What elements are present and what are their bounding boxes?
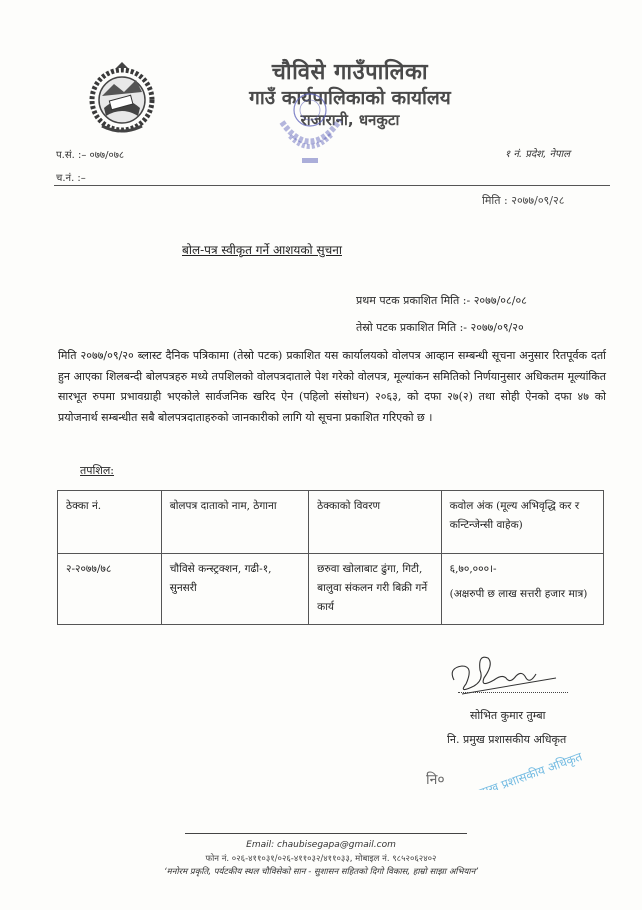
- amount-figure: ६,७०,०००।-: [449, 563, 497, 575]
- column-header-bidder: बोलपत्र दाताको नाम, ठेगाना: [161, 491, 308, 554]
- table-row: [58, 554, 604, 625]
- table-header-row: [58, 491, 604, 554]
- svg-text:नि०: नि०: [426, 772, 445, 788]
- footer-slogan: ‘मनोरम प्रकृति, पर्यटकीय स्थल चौविसेको सान - सुशासन सहितको दिगो विकास, हाम्रो साझा अभियान’: [163, 867, 479, 877]
- province-label: १ नं. प्रदेश, नेपाल: [505, 149, 571, 160]
- schedule-table: [57, 490, 604, 625]
- footer-email: Email: chaubisegapa@gmail.com: [246, 840, 396, 850]
- signer-name: सोभित कुमार तुम्बा: [470, 709, 546, 722]
- header-divider: [54, 185, 610, 186]
- official-stamp-icon: [420, 690, 610, 790]
- cell-description: छरुवा खोलाबाट ढुंगा, गिटी, बालुवा संकलन गरी बिक्री गर्ने कार्य: [309, 554, 441, 625]
- cell-contract-no: २-२०७७/७८: [58, 554, 162, 625]
- signer-title: नि. प्रमुख प्रशासकीय अधिकृत: [447, 733, 567, 746]
- footer-divider: [185, 833, 467, 834]
- column-header-description: ठेक्काको विवरण: [309, 491, 441, 554]
- column-header-contract-no: ठेक्का नं.: [58, 491, 162, 554]
- svg-text:प्रमुख प्रशासकीय अधिकृत: प्रमुख प्रशासकीय अधिकृत: [473, 749, 585, 790]
- cell-amount: [441, 554, 603, 625]
- amount-in-words: (अक्षरुपी छ लाख सत्तरी हजार मात्र): [449, 588, 588, 600]
- nepal-government-emblem-icon: [88, 62, 156, 142]
- office-location: राजारानी, धनकुटा: [300, 111, 400, 129]
- schedule-label: तपशिल:: [80, 464, 115, 477]
- reference-number: प.सं. :– ०७७/०७८: [56, 150, 125, 161]
- office-name: गाउँ कार्यपालिकाको कार्यालय: [249, 87, 451, 109]
- dispatch-number: च.नं. :–: [56, 173, 86, 184]
- cell-bidder: चौविसे कन्स्ट्रक्शन, गढी-१, सुनसरी: [161, 554, 308, 625]
- notice-date: मिति : २०७७/०९/२८: [482, 194, 565, 207]
- office-stamp-icon: [262, 92, 358, 170]
- footer-phone: फोन नं. ०२६-४११०३१/०२६-४११०३२/४११०३३, मोबाइल नं. ९८५२०६२४०२: [205, 854, 437, 864]
- third-publication-date: तेस्रो पटक प्रकाशित मिति :- २०७७/०९/२०: [356, 321, 524, 334]
- notice-title: बोल-पत्र स्वीकृत गर्ने आशयको सुचना: [182, 243, 342, 257]
- column-header-amount: कवोल अंक (मूल्य अभिवृद्धि कर र कन्टिन्जेन्सी वाहेक): [441, 491, 603, 554]
- org-name: चौविसे गाउँपालिका: [271, 60, 429, 85]
- notice-body: मिति २०७७/०९/२० ब्लास्ट दैनिक पत्रिकामा (तेस्रो पटक) प्रकाशित यस कार्यालयको वोलपत्र आव्हान सम्बन्धी सूचना अनुसार रितपूर्वक दर्ता हुन आएका शिलबन्दी बोलपत्रहरु मध्ये तपशिलको वोलपत्रदाताले पेश गरेको वोलपत्र, मूल्यांकन समितिको निर्णयानुसार अधिकतम मूल्यांकित सारभूत रुपमा प्रभावग्राही भएकोले सार्वजनिक खरिद ऐन (पहिलो संसोधन) २०६३, को दफा २७(२) तथा सोही ऐनको दफा ४७ को प्रयोजनार्थ सम्बन्धीत सबै बोलपत्रदाताहरुको जानकारीको लागि यो सूचना प्रकाशित गरिएको छ ।: [58, 349, 606, 424]
- first-publication-date: प्रथम पटक प्रकाशित मिति :- २०७७/०८/०८: [356, 294, 527, 307]
